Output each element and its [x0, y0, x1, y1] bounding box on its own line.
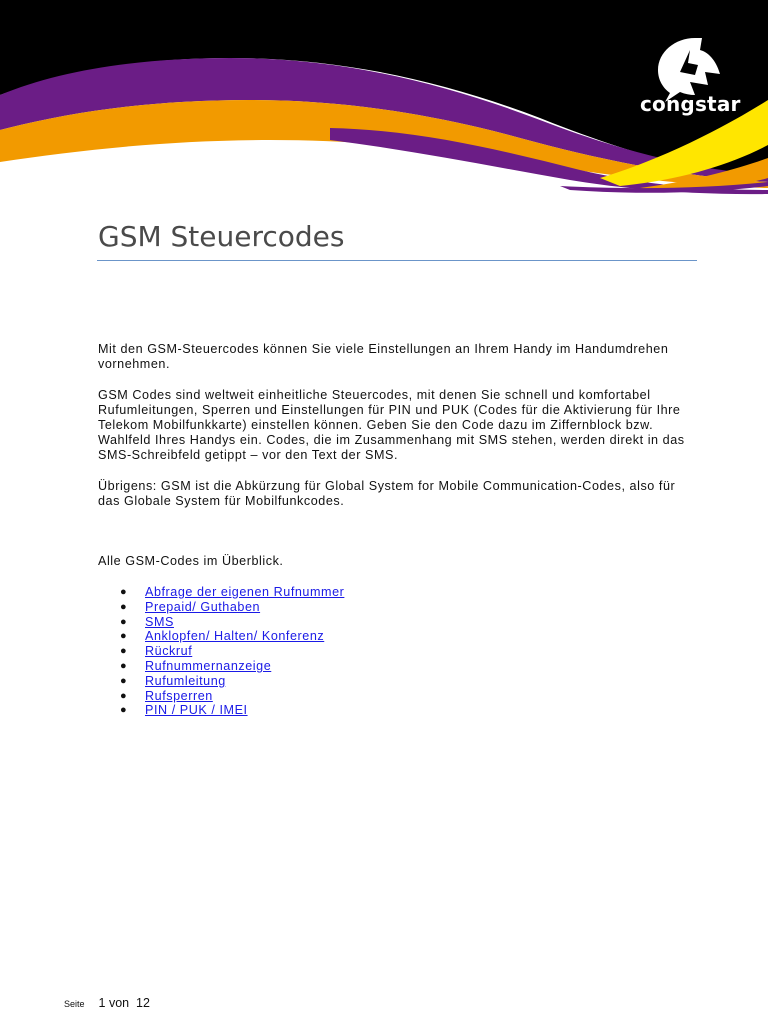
list-item	[98, 615, 698, 630]
bullet-icon: ●	[120, 674, 128, 687]
page-number: 1 von 12	[98, 996, 150, 1010]
intro-paragraph: Mit den GSM-Steuercodes können Sie viele Einstellungen an Ihrem Handy im Handumdrehen vornehmen.	[98, 342, 669, 371]
bullet-icon: ●	[120, 704, 128, 717]
page-title: GSM Steuercodes	[98, 220, 345, 253]
list-item	[98, 629, 698, 644]
bullet-icon: ●	[120, 630, 128, 643]
note-paragraph: Übrigens: GSM ist die Abkürzung für Global System for Mobile Communication-Codes, also für das Globale System für Mobilfunkcodes.	[98, 479, 676, 508]
bullet-icon: ●	[120, 600, 128, 613]
list-item	[98, 659, 698, 674]
link-abfrage-rufnummer[interactable]: Abfrage der eigenen Rufnummer	[145, 585, 345, 599]
page-label: Seite	[64, 999, 85, 1009]
list-item	[98, 644, 698, 659]
code-list	[98, 585, 698, 718]
bullet-icon: ●	[120, 586, 128, 598]
link-prepaid-guthaben[interactable]: Prepaid/ Guthaben	[145, 599, 261, 614]
bullet-icon: ●	[120, 615, 128, 628]
description-paragraph: GSM Codes sind weltweit einheitliche Steuercodes, mit denen Sie schnell und komfortabel Rufumleitungen, Sperren und Einstellungen für PIN und PUK (Codes für die Aktivierung für Ihre Telekom Mobilfunkkarte) einstellen können. Geben Sie den Code dazu im Ziffernblock bzw. Wahlfeld Ihres Handys ein. Codes, die im Zusammenhang mit SMS stehen, werden direkt in das SMS-Schreibfeld getippt – vor den Text der SMS.	[98, 388, 685, 462]
link-rueckruf[interactable]: Rückruf	[145, 644, 193, 659]
bullet-icon: ●	[120, 689, 128, 702]
overview-intro: Alle GSM-Codes im Überblick.	[98, 554, 284, 568]
list-item	[98, 585, 698, 600]
link-rufumleitung[interactable]: Rufumleitung	[145, 673, 226, 688]
list-item	[98, 703, 698, 718]
list-item	[98, 600, 698, 615]
link-rufnummernanzeige[interactable]: Rufnummernanzeige	[145, 658, 272, 673]
link-rufsperren[interactable]: Rufsperren	[145, 688, 213, 703]
bullet-icon: ●	[120, 659, 128, 672]
list-item	[98, 689, 698, 704]
title-divider	[97, 260, 697, 261]
page-footer	[64, 996, 150, 1010]
link-sms[interactable]: SMS	[145, 614, 174, 629]
bullet-icon: ●	[120, 645, 128, 658]
link-anklopfen[interactable]: Anklopfen/ Halten/ Konferenz	[145, 629, 325, 644]
document-body	[98, 342, 698, 718]
list-item	[98, 674, 698, 689]
link-pin-puk-imei[interactable]: PIN / PUK / IMEI	[145, 703, 248, 718]
logo-text: congstar	[640, 92, 741, 116]
